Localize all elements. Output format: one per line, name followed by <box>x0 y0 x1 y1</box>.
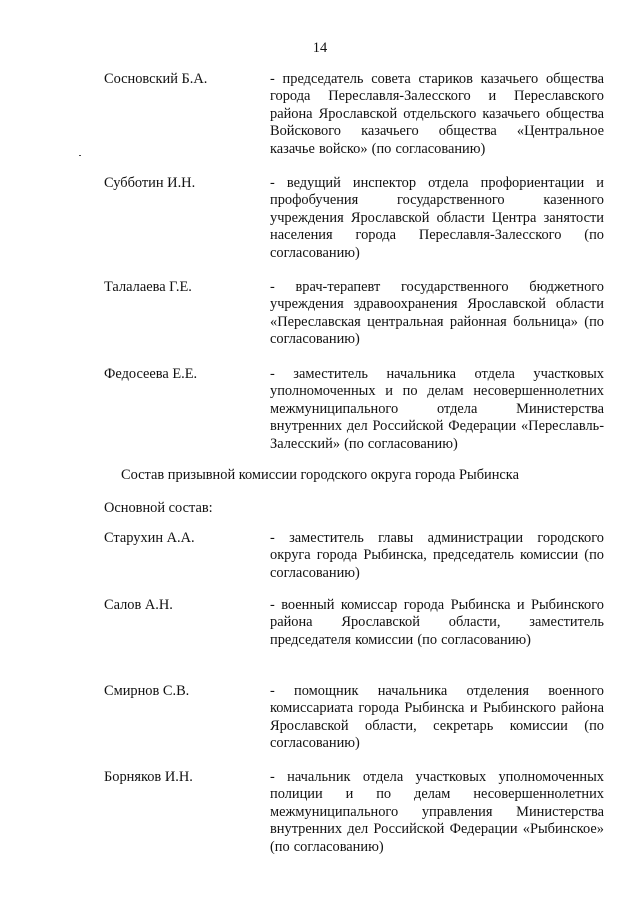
member-name: Борняков И.Н. <box>104 769 193 785</box>
member-role: - начальник отдела участковых уполномоченных полиции и по делам несовершеннолетних межмуниципального управления Министерства внутренних дел Российской Федерации «Рыбинское» (по согласованию) <box>270 769 604 855</box>
subheading: Основной состав: <box>104 500 213 516</box>
member-role: - помощник начальника отделения военного комиссариата города Рыбинска и Рыбинского района Ярославской области, секретарь комиссии (по согласованию) <box>270 683 604 752</box>
member-role: - ведущий инспектор отдела профориентации и профобучения государственного казенного учреждения Ярославской области Центра занятости населения города Переславля-Залесского (по согласованию) <box>270 175 604 261</box>
member-role: - заместитель главы администрации городского округа города Рыбинска, председатель комиссии (по согласованию) <box>270 530 604 581</box>
member-name: Сосновский Б.А. <box>104 71 208 87</box>
member-name: Старухин А.А. <box>104 530 195 546</box>
member-name: Федосеева Е.Е. <box>104 366 198 382</box>
member-role: - заместитель начальника отдела участковых уполномоченных и по делам несовершеннолетних межмуниципального отдела Министерства внутренних дел Российской Федерации «Переславль-Залесский» (по согласованию) <box>270 366 604 452</box>
margin-mark <box>79 155 81 156</box>
member-name: Салов А.Н. <box>104 597 173 613</box>
member-name: Субботин И.Н. <box>104 175 196 191</box>
member-name: Смирнов С.В. <box>104 683 190 699</box>
member-role: - врач-терапевт государственного бюджетного учреждения здравоохранения Ярославской области «Переславская центральная районная больница» (по согласованию) <box>270 279 604 348</box>
page-number: 14 <box>312 40 328 56</box>
member-name: Талалаева Г.Е. <box>104 279 192 295</box>
member-role: - военный комиссар города Рыбинска и Рыбинского района Ярославской области, заместитель председателя комиссии (по согласованию) <box>270 597 604 648</box>
section-title: Состав призывной комиссии городского округа города Рыбинска <box>121 467 519 483</box>
member-role: - председатель совета стариков казачьего общества города Переславля-Залесского и Переславского района Ярославской отдельского казачьего общества Войскового казачьего общества «Центральное казачье войско» (по согласованию) <box>270 71 604 157</box>
